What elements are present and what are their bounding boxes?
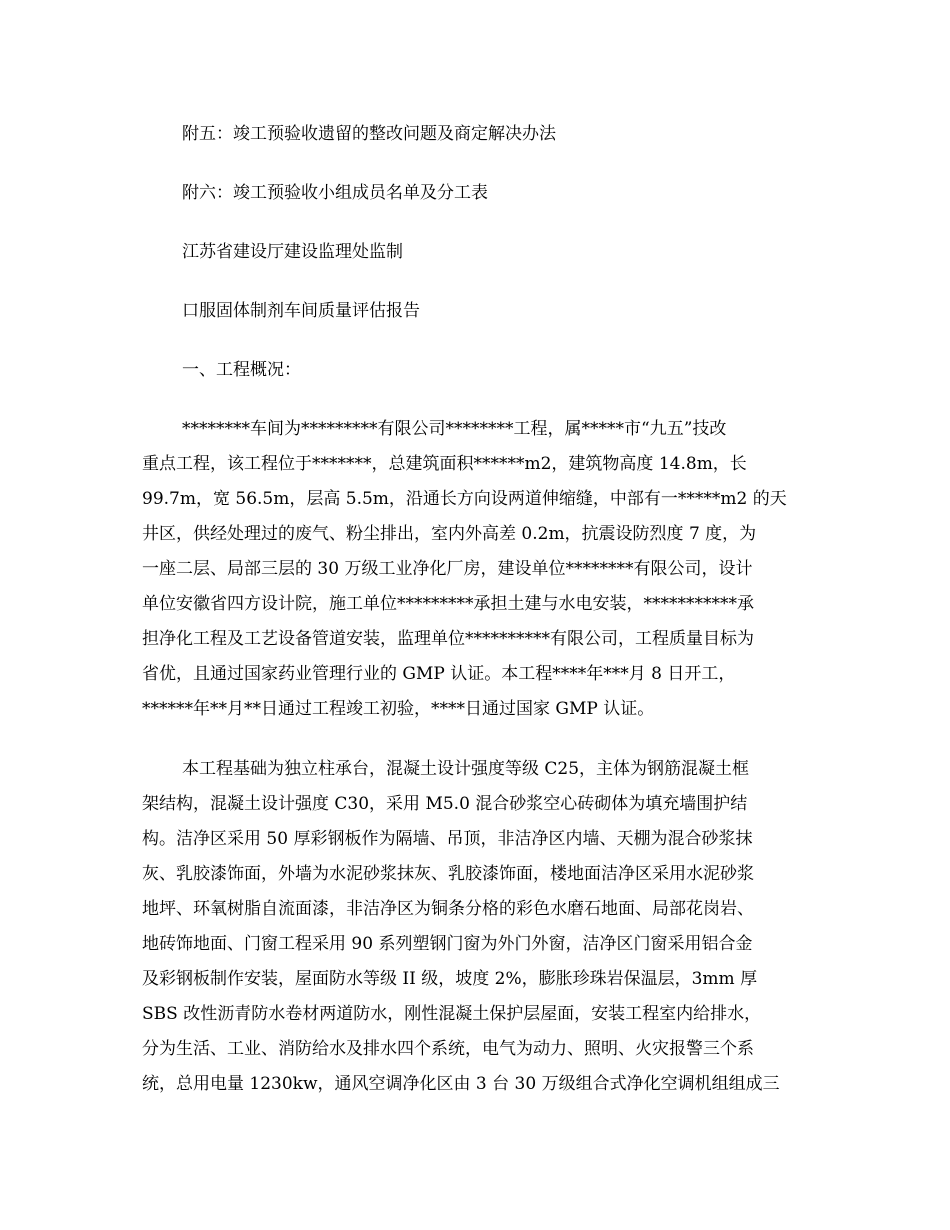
appendix-5-heading: 附五：竣工预验收遗留的整改问题及商定解决办法 [182, 124, 556, 144]
paragraph-line: 地砖饰地面、门窗工程采用 90 系列塑钢门窗为外门外窗，洁净区门窗采用铝合金 [142, 934, 753, 954]
paragraph-line: ********车间为*********有限公司********工程，属*****市“九五”技改 [182, 419, 727, 439]
paragraph-line: SBS 改性沥青防水卷材两道防水，刚性混凝土保护层屋面，安装工程室内给排水， [142, 1004, 762, 1024]
supervisor-org-heading: 江苏省建设厅建设监理处监制 [182, 242, 403, 262]
paragraph-line: 分为生活、工业、消防给水及排水四个系统，电气为动力、照明、火灾报警三个系 [142, 1039, 754, 1059]
appendix-6-heading: 附六：竣工预验收小组成员名单及分工表 [182, 183, 488, 203]
paragraph-line: 担净化工程及工艺设备管道安装，监理单位**********有限公司，工程质量目标为 [142, 629, 754, 649]
paragraph-line: 重点工程，该工程位于*******，总建筑面积******m2，建筑物高度 14.8m，长 [142, 454, 747, 474]
paragraph-line: 单位安徽省四方设计院，施工单位*********承担土建与水电安装，***********承 [142, 594, 754, 614]
paragraph-line: 99.7m，宽 56.5m，层高 5.5m，沿通长方向设两道伸缩缝，中部有一*****m2 的天 [142, 489, 787, 509]
section-1-heading: 一、工程概况： [182, 360, 301, 380]
paragraph-line: 一座二层、局部三层的 30 万级工业净化厂房，建设单位********有限公司，设计 [142, 559, 753, 579]
paragraph-line: 架结构，混凝土设计强度 C30，采用 M5.0 混合砂浆空心砖砌体为填充墙围护结 [142, 794, 748, 814]
paragraph-line: 统，总用电量 1230kw，通风空调净化区由 3 台 30 万级组合式净化空调机组组成三 [142, 1074, 780, 1094]
paragraph-line: ******年**月**日通过工程竣工初验，****日通过国家 GMP 认证。 [142, 699, 655, 719]
paragraph-line: 构。洁净区采用 50 厚彩钢板作为隔墙、吊顶，非洁净区内墙、天棚为混合砂浆抹 [142, 829, 753, 849]
paragraph-line: 灰、乳胶漆饰面，外墙为水泥砂浆抹灰、乳胶漆饰面，楼地面洁净区采用水泥砂浆 [142, 864, 754, 884]
paragraph-line: 井区，供经处理过的废气、粉尘排出，室内外高差 0.2m，抗震设防烈度 7 度，为 [142, 524, 757, 544]
paragraph-line: 地坪、环氧树脂自流面漆，非洁净区为铜条分格的彩色水磨石地面、局部花岗岩、 [142, 899, 754, 919]
paragraph-line: 省优，且通过国家药业管理行业的 GMP 认证。本工程****年***月 8 日开工， [142, 664, 736, 684]
paragraph-line: 及彩钢板制作安装，屋面防水等级 II 级，坡度 2%，膨胀珍珠岩保温层，3mm 厚 [142, 969, 758, 989]
paragraph-line: 本工程基础为独立柱承台，混凝土设计强度等级 C25，主体为钢筋混凝土框 [182, 759, 750, 779]
report-title: 口服固体制剂车间质量评估报告 [182, 301, 420, 321]
